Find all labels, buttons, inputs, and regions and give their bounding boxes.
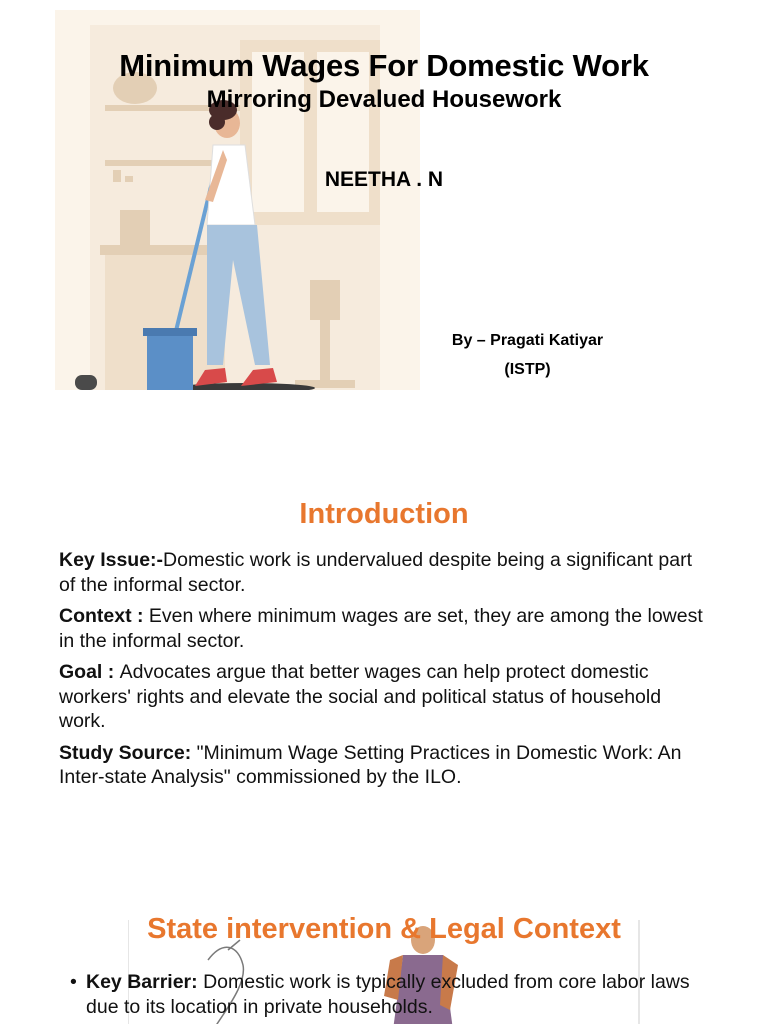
intro-item-key-issue (59, 548, 709, 597)
legal-item-label: Key Barrier: (86, 971, 204, 993)
bullet-marker: • (70, 971, 77, 993)
intro-item-text: Advocates argue that better wages can help protect domestic workers' rights and elevate the social and political status of household work. (59, 661, 662, 732)
intro-item-label: Context : (59, 605, 149, 627)
introduction-list (59, 548, 709, 797)
presentation-subtitle: Mirroring Devalued Housework (206, 86, 562, 113)
intro-item-text: "Minimum Wage Setting Practices in Domestic Work: An Inter-state Analysis" commissioned by the ILO. (59, 741, 682, 788)
intro-item-goal (59, 660, 709, 734)
intro-item-text: Even where minimum wages are set, they are among the lowest in the informal sector. (59, 605, 703, 652)
legal-context-list (70, 970, 720, 1019)
presentation-title: Minimum Wages For Domestic Work (119, 48, 649, 83)
intro-item-study-source (59, 741, 709, 790)
intro-item-label: Key Issue:- (59, 549, 164, 571)
intro-item-text: Domestic work is undervalued despite being a significant part of the informal sector. (59, 549, 692, 596)
presenter-organization: (ISTP) (504, 361, 551, 378)
intro-item-label: Goal : (59, 661, 120, 683)
legal-item-text: Domestic work is typically excluded from core labor laws due to its location in private households. (86, 971, 690, 1018)
intro-item-context (59, 604, 709, 653)
legal-context-heading: State intervention & Legal Context (147, 913, 621, 945)
legal-item-key-barrier (70, 970, 720, 1019)
author-name: NEETHA . N (324, 168, 444, 191)
title-slide (0, 0, 768, 430)
legal-context-slide (0, 890, 768, 1024)
legal-item-content (86, 970, 720, 1019)
introduction-slide (0, 480, 768, 840)
intro-item-label: Study Source: (59, 741, 197, 764)
introduction-heading: Introduction (299, 498, 469, 530)
presenter-name: By – Pragati Katiyar (451, 332, 604, 349)
